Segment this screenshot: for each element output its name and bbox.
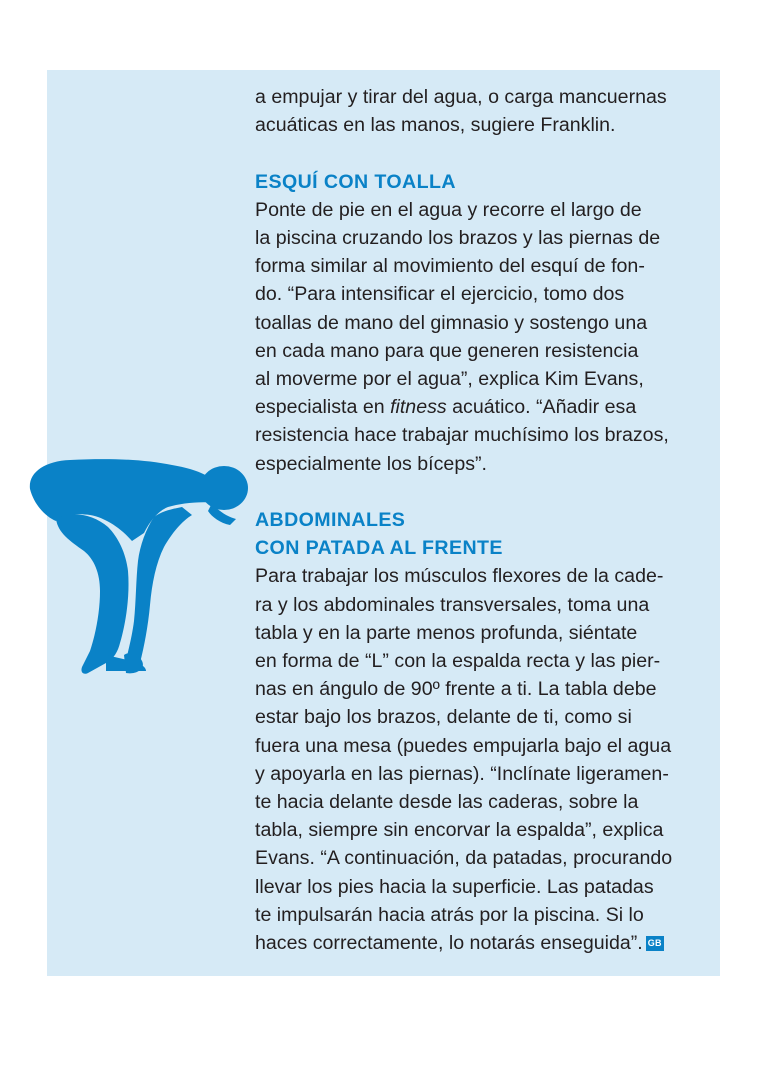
text-line: estar bajo los brazos, delante de ti, como si: [255, 706, 632, 729]
text-line: resistencia hace trabajar muchísimo los brazos,: [255, 424, 669, 447]
article-column: [255, 83, 705, 957]
abs-kick-paragraph: [255, 562, 705, 957]
italic-term: fitness: [390, 396, 447, 419]
text-line: tabla y en la parte menos profunda, siéntate: [255, 621, 638, 644]
text-line: al moverme por el agua”, explica Kim Evans,: [255, 368, 644, 391]
text-line: y apoyarla en las piernas). “Inclínate ligeramen-: [255, 762, 669, 785]
text-line: a empujar y tirar del agua, o carga mancuernas: [255, 86, 667, 108]
text-fragment: acuático. “Añadir esa: [446, 396, 637, 419]
end-of-article-badge: GB: [646, 936, 664, 951]
text-line: [255, 393, 705, 421]
text-line: Ponte de pie en el agua y recorre el largo de: [255, 198, 642, 221]
text-line: tabla, siempre sin encorvar la espalda”, explica: [255, 819, 664, 842]
text-line: toallas de mano del gimnasio y sostengo una: [255, 311, 648, 334]
text-line: acuáticas en las manos, sugiere Franklin.: [255, 114, 616, 137]
text-line: especialmente los bíceps”.: [255, 452, 487, 475]
text-line: ra y los abdominales transversales, toma una: [255, 593, 650, 616]
text-line: te impulsarán hacia atrás por la piscina. Si lo: [255, 903, 644, 926]
text-line: do. “Para intensificar el ejercicio, tomo dos: [255, 283, 625, 306]
text-line: en cada mano para que generen resistencia: [255, 339, 639, 362]
section-heading-abs-line2: CON PATADA AL FRENTE: [255, 537, 503, 560]
swimmer-bending-silhouette-icon: [22, 455, 254, 685]
text-line: fuera una mesa (puedes empujarla bajo el agua: [255, 734, 672, 757]
text-fragment: especialista en: [255, 396, 391, 419]
text-line: forma similar al movimiento del esquí de fon-: [255, 255, 645, 278]
text-line: te hacia delante desde las caderas, sobre la: [255, 791, 639, 814]
text-line: nas en ángulo de 90º frente a ti. La tabla debe: [255, 678, 657, 701]
text-line: llevar los pies hacia la superficie. Las patadas: [255, 875, 654, 898]
towel-ski-paragraph: [255, 196, 705, 478]
text-line: la piscina cruzando los brazos y las piernas de: [255, 227, 661, 249]
text-fragment: haces correctamente, lo notarás enseguida”.: [255, 932, 643, 955]
section-heading-abs-line1: ABDOMINALES: [255, 509, 406, 532]
text-line: [255, 929, 705, 957]
section-heading-towel-ski: ESQUÍ CON TOALLA: [255, 170, 456, 193]
text-line: Para trabajar los músculos flexores de la cade-: [255, 565, 664, 588]
intro-paragraph: [255, 83, 705, 139]
text-line: Evans. “A continuación, da patadas, procurando: [255, 847, 673, 870]
text-line: en forma de “L” con la espalda recta y las pier-: [255, 650, 661, 673]
